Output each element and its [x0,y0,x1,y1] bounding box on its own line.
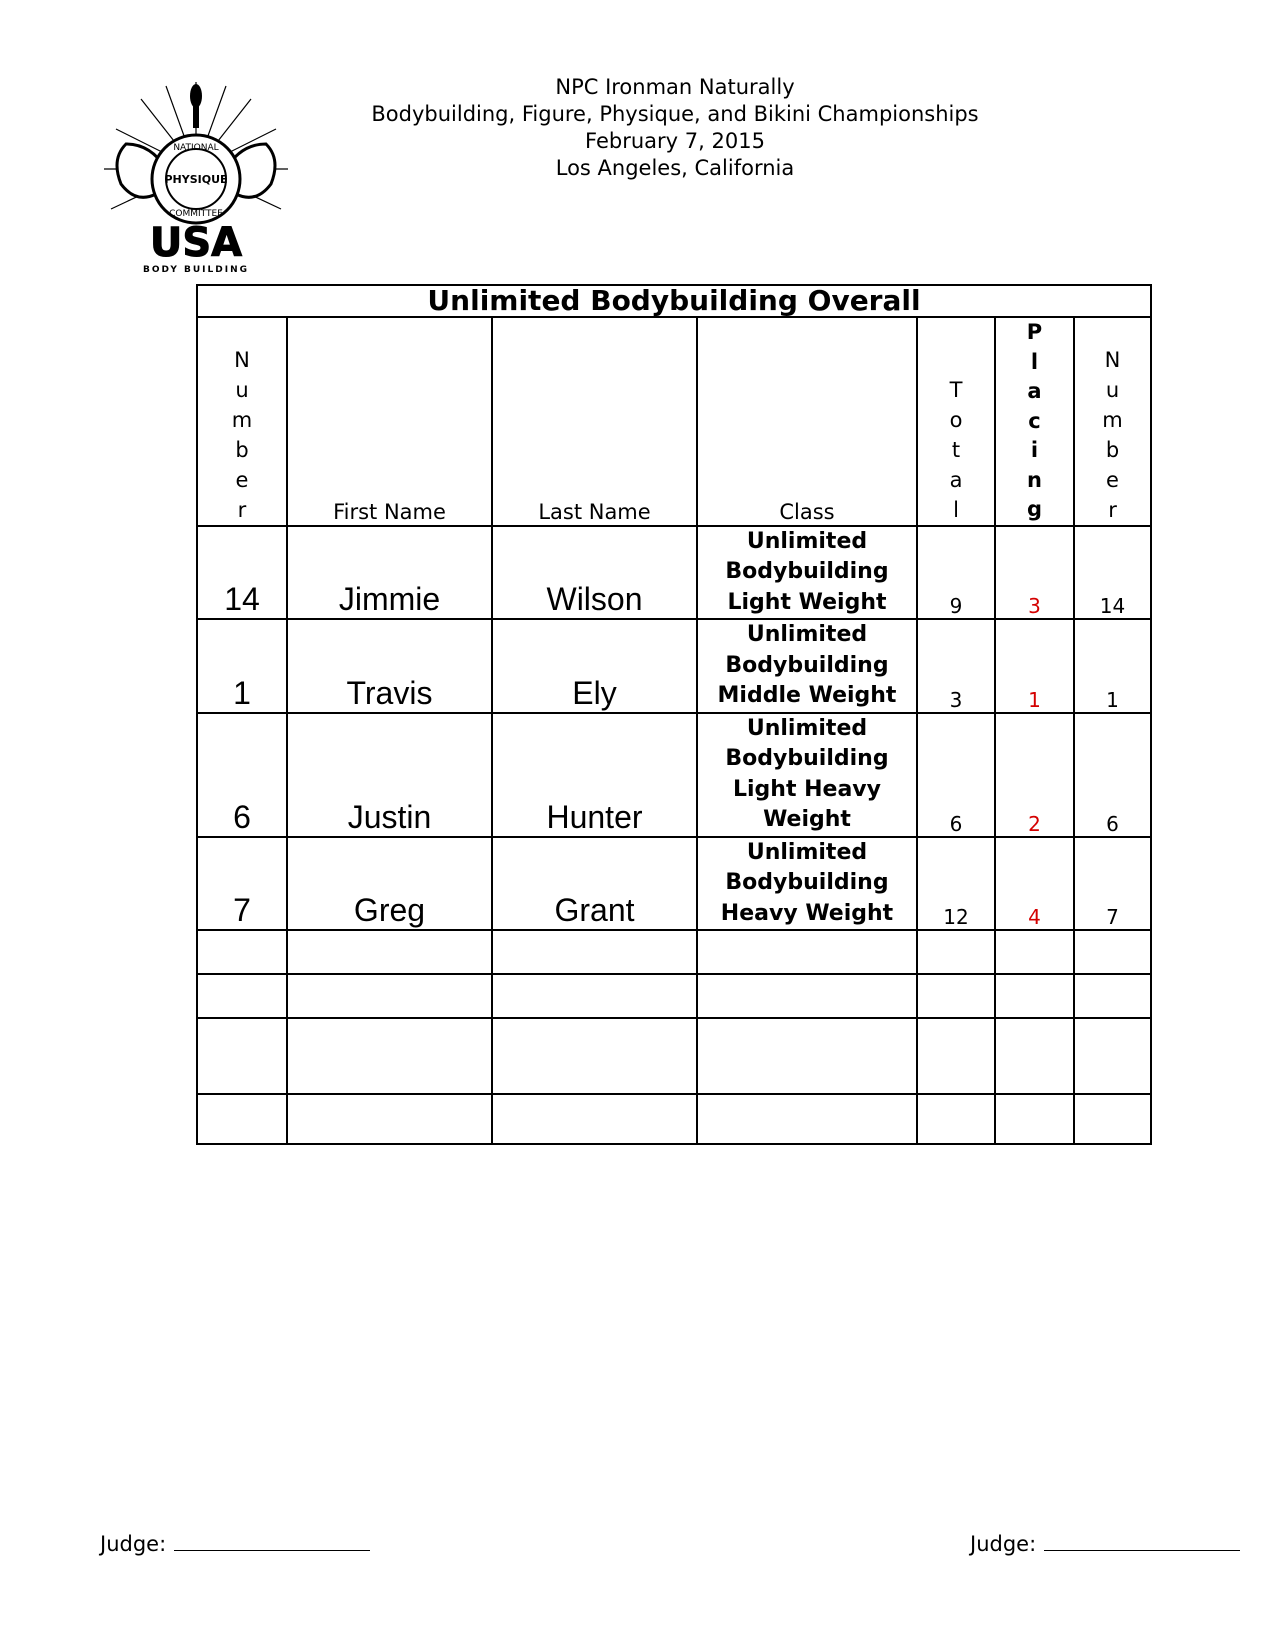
signature-line[interactable] [1044,1530,1240,1551]
cell-class: Unlimited Bodybuilding Heavy Weight [697,837,917,931]
table-row [197,713,1151,837]
cell-number2: 7 [1074,837,1151,931]
vertical-label: T o t a l [949,377,963,522]
results-table [196,284,1152,1145]
cell-total: 9 [917,526,995,620]
empty-row [197,1018,1151,1094]
cell-class: Unlimited Bodybuilding Middle Weight [697,619,917,713]
event-header [300,74,1050,182]
cell-last-name: Wilson [492,526,697,620]
table-title: Unlimited Bodybuilding Overall [197,285,1151,317]
npc-usa-logo [96,74,296,279]
cell-first-name: Jimmie [287,526,492,620]
cell-first-name: Greg [287,837,492,931]
cell-last-name: Grant [492,837,697,931]
cell-class: Unlimited Bodybuilding Light Heavy Weight [697,713,917,837]
logo-ring-top: NATIONAL [173,143,219,153]
col-header-number [197,317,287,526]
cell-number: 14 [197,526,287,620]
col-header-class: Class [697,317,917,526]
judge-signature-left [100,1530,370,1556]
table-row [197,619,1151,713]
cell-number: 6 [197,713,287,837]
table-row [197,837,1151,931]
judge-label: Judge: [970,1532,1037,1556]
cell-number2: 1 [1074,619,1151,713]
cell-number: 1 [197,619,287,713]
cell-number2: 6 [1074,713,1151,837]
event-date: February 7, 2015 [585,129,765,153]
cell-total: 12 [917,837,995,931]
logo-usa: USA [149,220,243,266]
cell-last-name: Ely [492,619,697,713]
event-name: NPC Ironman Naturally [555,75,795,99]
cell-total: 3 [917,619,995,713]
cell-placing: 2 [995,713,1074,837]
cell-number2: 14 [1074,526,1151,620]
vertical-label: P l a c i n g [1026,320,1043,521]
vertical-label: N u m b e r [231,347,253,522]
logo-ring-bottom: COMMITTEE [169,209,223,219]
cell-total: 6 [917,713,995,837]
cell-placing: 3 [995,526,1074,620]
col-header-last-name: Last Name [492,317,697,526]
header-row [197,317,1151,526]
cell-first-name: Justin [287,713,492,837]
cell-last-name: Hunter [492,713,697,837]
cell-number: 7 [197,837,287,931]
judge-label: Judge: [100,1532,167,1556]
empty-row [197,974,1151,1018]
vertical-label: N u m b e r [1102,347,1123,522]
cell-placing: 4 [995,837,1074,931]
col-header-total [917,317,995,526]
col-header-first-name: First Name [287,317,492,526]
cell-first-name: Travis [287,619,492,713]
logo-sub: BODY BUILDING [143,265,249,275]
col-header-placing [995,317,1074,526]
signature-line[interactable] [174,1530,370,1551]
table-row [197,526,1151,620]
judge-signature-right [970,1530,1240,1556]
empty-row [197,1094,1151,1144]
cell-placing: 1 [995,619,1074,713]
cell-class: Unlimited Bodybuilding Light Weight [697,526,917,620]
col-header-number2 [1074,317,1151,526]
event-location: Los Angeles, California [555,156,795,180]
event-subtitle: Bodybuilding, Figure, Physique, and Bikini Championships [371,102,979,126]
empty-row [197,930,1151,974]
logo-ring-mid: PHYSIQUE [164,173,228,186]
